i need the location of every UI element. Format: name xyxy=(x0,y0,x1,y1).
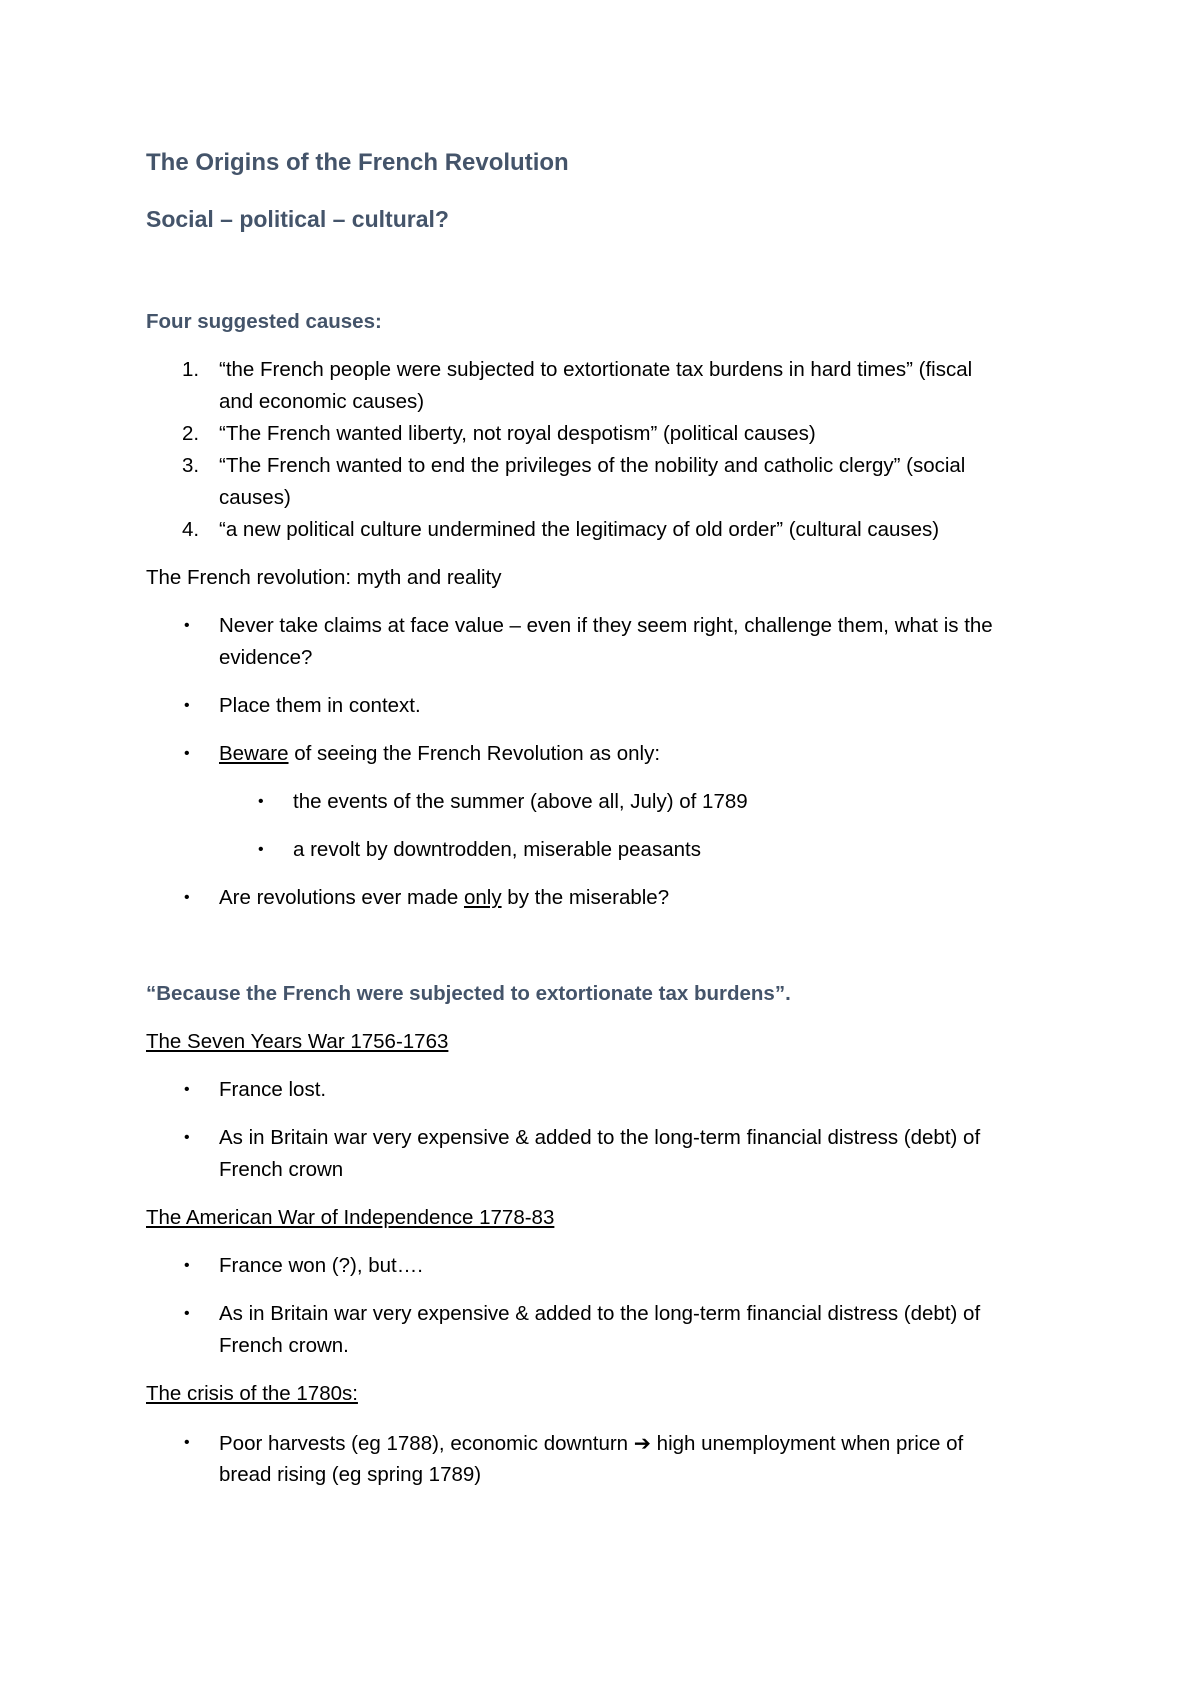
american-war-bullet-2-line2: French crown. xyxy=(219,1334,349,1357)
myth-bullet-1-line2: evidence? xyxy=(219,646,313,669)
cause-item-3-line2: causes) xyxy=(219,486,291,509)
myth-heading: The French revolution: myth and reality xyxy=(146,566,502,589)
american-war-bullet-2-line1: As in Britain war very expensive & added to the long-term financial distress (debt) of xyxy=(219,1302,981,1325)
cause-item-1-line1: “the French people were subjected to extortionate tax burdens in hard times” (fiscal xyxy=(219,358,973,381)
cause-item-1-line2: and economic causes) xyxy=(219,390,425,413)
page-title: The Origins of the French Revolution xyxy=(146,149,569,176)
american-war-bullet-1: France won (?), but…. xyxy=(219,1254,423,1277)
bullet-icon: • xyxy=(184,1305,190,1322)
seven-years-war-heading: The Seven Years War 1756-1763 xyxy=(146,1030,449,1053)
cause-number: 1. xyxy=(182,358,200,381)
cause-item-2: “The French wanted liberty, not royal despotism” (political causes) xyxy=(219,422,816,445)
crisis-effect-text: high unemployment when price of xyxy=(650,1432,964,1455)
cause-item-3-line1: “The French wanted to end the privileges of the nobility and catholic clergy” (social xyxy=(219,454,966,477)
page-subtitle: Social – political – cultural? xyxy=(146,206,449,232)
myth-bullet-4 xyxy=(219,885,669,911)
myth-subbullet-1: the events of the summer (above all, July) of 1789 xyxy=(293,790,748,813)
myth-bullet-1-line1: Never take claims at face value – even if they seem right, challenge them, what is the xyxy=(219,614,993,637)
myth-bullet-2: Place them in context. xyxy=(219,694,421,717)
bullet-icon: • xyxy=(184,1081,190,1098)
question-after-text: by the miserable? xyxy=(501,886,670,909)
bullet-icon: • xyxy=(184,889,190,906)
beware-text: Beware xyxy=(219,742,289,765)
seven-years-bullet-2-line2: French crown xyxy=(219,1158,344,1181)
question-before-text: Are revolutions ever made xyxy=(219,886,464,909)
bullet-icon: • xyxy=(184,1257,190,1274)
bullet-icon: • xyxy=(184,1434,190,1451)
crisis-bullet-1-line1 xyxy=(219,1430,963,1457)
crisis-bullet-1-line2: bread rising (eg spring 1789) xyxy=(219,1463,482,1486)
cause-number: 2. xyxy=(182,422,200,445)
only-text: only xyxy=(463,886,502,909)
crisis-cause-text: Poor harvests (eg 1788), economic downturn xyxy=(219,1432,634,1455)
bullet-icon: • xyxy=(258,841,264,858)
bullet-icon: • xyxy=(184,697,190,714)
crisis-heading: The crisis of the 1780s: xyxy=(146,1382,358,1405)
seven-years-bullet-2-line1: As in Britain war very expensive & added to the long-term financial distress (debt) of xyxy=(219,1126,981,1149)
cause-number: 3. xyxy=(182,454,200,477)
tax-heading: “Because the French were subjected to extortionate tax burdens”. xyxy=(146,982,791,1005)
beware-rest-text: of seeing the French Revolution as only: xyxy=(288,742,661,765)
bullet-icon: • xyxy=(258,793,264,810)
seven-years-bullet-1: France lost. xyxy=(219,1078,327,1101)
bullet-icon: • xyxy=(184,617,190,634)
cause-number: 4. xyxy=(182,518,200,541)
myth-subbullet-2: a revolt by downtrodden, miserable peasants xyxy=(293,838,701,861)
bullet-icon: • xyxy=(184,745,190,762)
bullet-icon: • xyxy=(184,1129,190,1146)
american-war-heading: The American War of Independence 1778-83 xyxy=(146,1206,555,1229)
causes-heading: Four suggested causes: xyxy=(146,310,382,333)
myth-bullet-3 xyxy=(219,741,660,767)
cause-item-4: “a new political culture undermined the legitimacy of old order” (cultural causes) xyxy=(219,518,940,541)
arrow-right-icon: ➔ xyxy=(633,1431,651,1455)
